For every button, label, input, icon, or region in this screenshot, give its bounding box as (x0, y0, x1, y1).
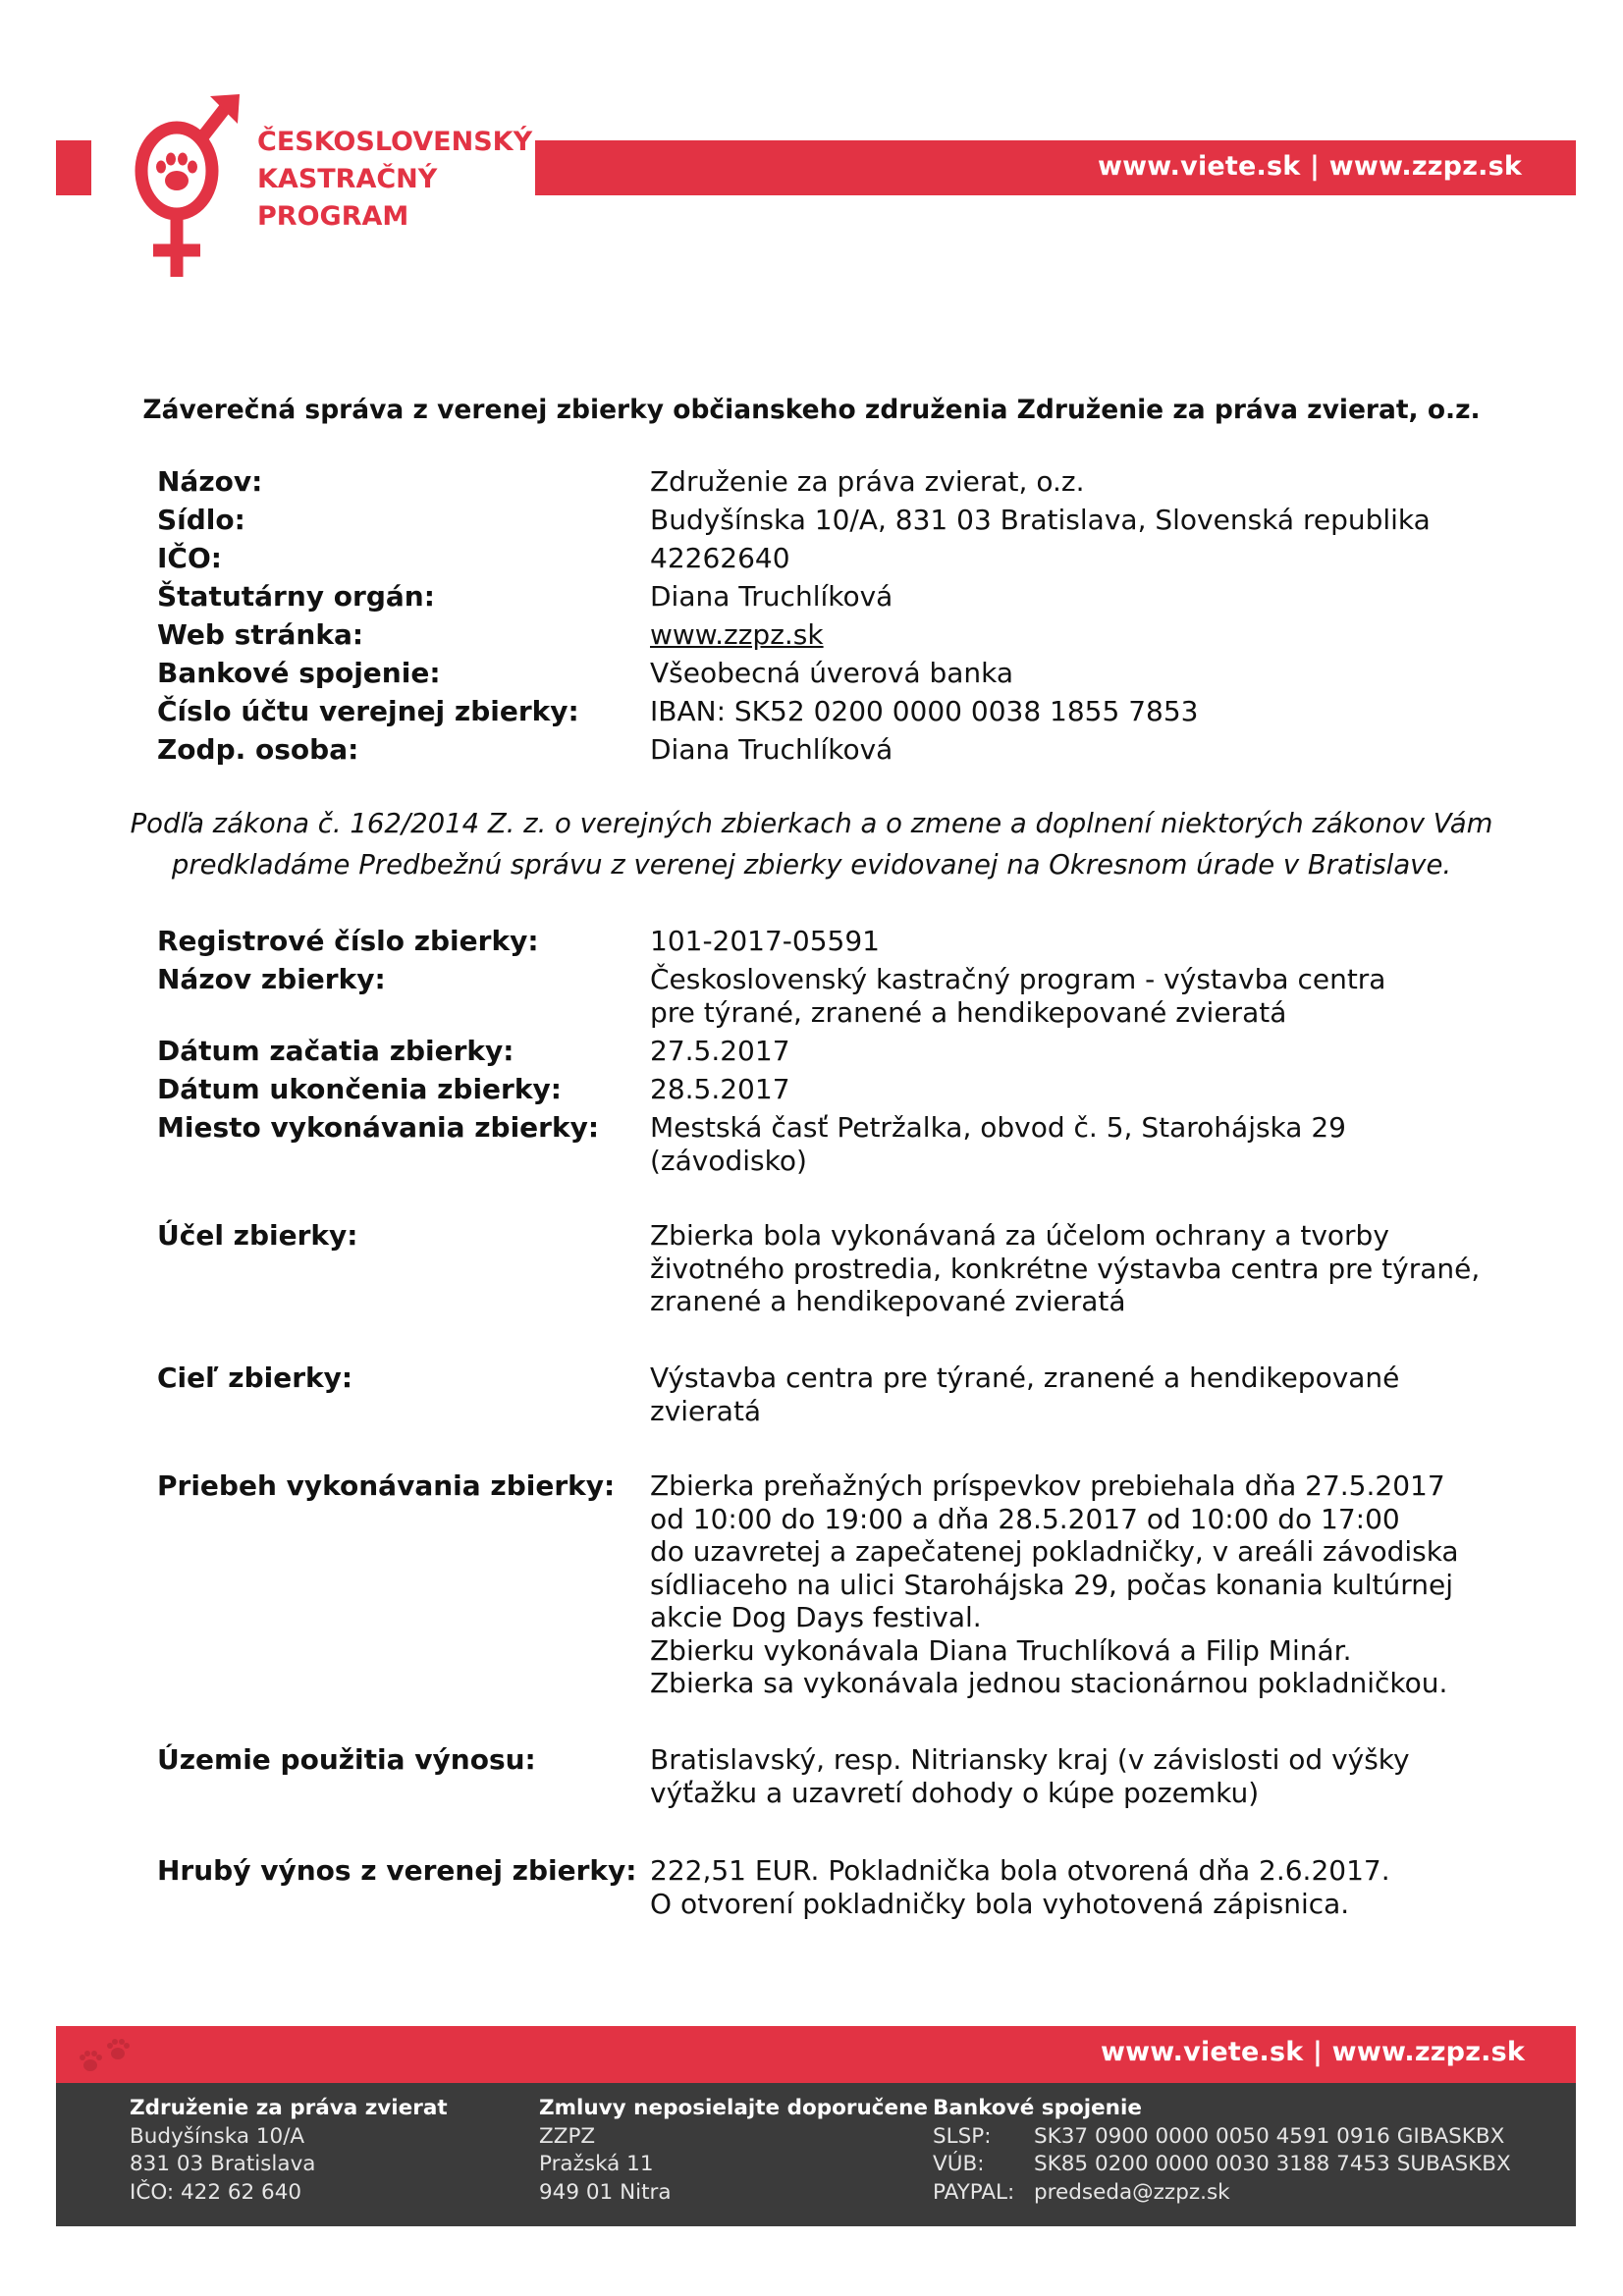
info-label: Sídlo: (157, 504, 245, 536)
detail-line: 27.5.2017 (650, 1035, 790, 1067)
bank-row (933, 2179, 1511, 2208)
detail-line: Bratislavský, resp. Nitriansky kraj (v závislosti od výšky (650, 1743, 1410, 1776)
detail-value (650, 1073, 1494, 1106)
detail-line: 222,51 EUR. Pokladnička bola otvorená dňa 2.6.2017. (650, 1854, 1390, 1887)
footer-band (56, 2026, 1576, 2083)
paypal-email[interactable]: predseda@zzpz.sk (1034, 2179, 1230, 2205)
detail-line: akcie Dog Days festival. (650, 1601, 982, 1633)
detail-label: Miesto vykonávania zbierky: (157, 1111, 600, 1144)
info-value: Všeobecná úverová banka (650, 657, 1014, 689)
info-value: Združenie za práva zvierat, o.z. (650, 465, 1085, 498)
detail-line: do uzavretej a zapečatenej pokladničky, v areáli závodiska (650, 1535, 1459, 1568)
footer-line: Pražská 11 (539, 2152, 654, 2176)
detail-label: Územie použitia výnosu: (157, 1743, 536, 1776)
info-label: IČO: (157, 542, 222, 574)
footer-bank-column (933, 2095, 1511, 2207)
detail-line: 28.5.2017 (650, 1073, 790, 1105)
info-value: Diana Truchlíková (650, 580, 893, 613)
bank-row (933, 2151, 1511, 2179)
detail-line: Zbierka bola vykonávaná za účelom ochrany a tvorby (650, 1219, 1389, 1252)
detail-value (650, 1743, 1494, 1809)
detail-label: Hrubý výnos z verenej zbierky: (157, 1854, 637, 1887)
detail-line: Československý kastračný program - výstavba centra (650, 963, 1386, 995)
info-value: 42262640 (650, 542, 790, 574)
detail-label: Priebeh vykonávania zbierky: (157, 1469, 616, 1502)
detail-line: životného prostredia, konkrétne výstavba centra pre týrané, (650, 1252, 1481, 1285)
info-value: IBAN: SK52 0200 0000 0038 1855 7853 (650, 695, 1199, 727)
info-label: Bankové spojenie: (157, 657, 441, 689)
footer-line: 831 03 Bratislava (130, 2152, 316, 2176)
footer-info (56, 2083, 1576, 2226)
detail-label: Cieľ zbierky: (157, 1362, 353, 1394)
detail-line: sídliaceho na ulici Starohájska 29, počas konania kultúrnej (650, 1568, 1454, 1601)
header-left-bar (56, 140, 91, 195)
footer-line: IČO: 422 62 640 (130, 2179, 302, 2205)
bank-value: SK37 0900 0000 0050 4591 0916 GIBASKBX (1034, 2123, 1505, 2149)
footer-mail-column (539, 2095, 928, 2207)
logo-line: KASTRAČNÝ (257, 164, 438, 194)
footer-heading: Združenie za práva zvierat (130, 2096, 448, 2120)
detail-value (650, 925, 1494, 958)
bank-key: SLSP: (933, 2123, 992, 2149)
detail-value (650, 1362, 1494, 1427)
info-label: Číslo účtu verejnej zbierky: (157, 695, 579, 727)
detail-line: O otvorení pokladničky bola vyhotovená zápisnica. (650, 1887, 1350, 1920)
intro-paragraph (118, 803, 1505, 885)
detail-line: od 10:00 do 19:00 a dňa 28.5.2017 od 10:00 do 17:00 (650, 1502, 1400, 1535)
logo-text (257, 124, 532, 236)
info-value: Budyšínska 10/A, 831 03 Bratislava, Slovenská republika (650, 504, 1431, 536)
header-websites[interactable]: www.viete.sk | www.zzpz.sk (1097, 151, 1522, 182)
detail-line: zvieratá (650, 1394, 762, 1427)
info-label: Názov: (157, 465, 263, 498)
bank-value: SK85 0200 0000 0030 3188 7453 SUBASKBX (1034, 2152, 1511, 2176)
detail-label: Registrové číslo zbierky: (157, 925, 539, 957)
info-label: Štatutárny orgán: (157, 580, 435, 613)
footer-websites[interactable]: www.viete.sk | www.zzpz.sk (1100, 2037, 1525, 2067)
detail-value (650, 1854, 1494, 1920)
male-female-paw-icon (116, 90, 243, 282)
detail-value (650, 1219, 1494, 1318)
detail-label: Dátum začatia zbierky: (157, 1035, 514, 1067)
footer-heading: Bankové spojenie (933, 2096, 1142, 2120)
detail-label: Dátum ukončenia zbierky: (157, 1073, 562, 1105)
bank-key: VÚB: (933, 2152, 985, 2176)
footer-line: ZZPZ (539, 2123, 596, 2149)
intro-line: Podľa zákona č. 162/2014 Z. z. o verejných zbierkach a o zmene a doplnení niektorých zákonov Vám (130, 808, 1493, 839)
detail-label: Názov zbierky: (157, 963, 386, 995)
detail-line: pre týrané, zranené a hendikepované zvieratá (650, 995, 1287, 1029)
detail-line: Zbierka sa vykonávala jednou stacionárnou pokladničkou. (650, 1667, 1448, 1699)
detail-line: Zbierka preňažných príspevkov prebiehala dňa 27.5.2017 (650, 1469, 1445, 1502)
logo-line: ČESKOSLOVENSKÝ (257, 127, 533, 157)
info-value: Diana Truchlíková (650, 733, 893, 766)
detail-line: (závodisko) (650, 1144, 807, 1177)
footer-line: 949 01 Nitra (539, 2179, 672, 2205)
footer-address-column (130, 2095, 448, 2207)
paw-prints-icon (77, 2038, 135, 2081)
detail-value (650, 1111, 1494, 1177)
detail-value (650, 963, 1494, 1029)
detail-line: 101-2017-05591 (650, 925, 880, 957)
footer-line: Budyšínska 10/A (130, 2123, 305, 2149)
detail-line: Mestská časť Petržalka, obvod č. 5, Starohájska 29 (650, 1111, 1346, 1144)
footer-heading: Zmluvy neposielajte doporučene (539, 2096, 929, 2120)
detail-line: zranené a hendikepované zvieratá (650, 1285, 1126, 1317)
detail-line: Výstavba centra pre týrané, zranené a hendikepované (650, 1362, 1400, 1394)
info-label: Zodp. osoba: (157, 733, 359, 766)
bank-key: PAYPAL: (933, 2179, 1015, 2205)
logo-line: PROGRAM (257, 201, 409, 232)
intro-line: predkladáme Predbežnú správu z verenej zbierky evidovanej na Okresnom úrade v Bratislave. (171, 849, 1452, 881)
header-band (535, 140, 1576, 195)
detail-value (650, 1035, 1494, 1068)
website-link[interactable]: www.zzpz.sk (650, 618, 824, 651)
info-label: Web stránka: (157, 618, 364, 651)
document-title: Záverečná správa z verenej zbierky občianskeho združenia Združenie za práva zvierat, o.z. (142, 395, 1481, 425)
detail-line: výťažku a uzavretí dohody o kúpe pozemku) (650, 1776, 1260, 1809)
detail-value (650, 1469, 1494, 1700)
bank-row (933, 2123, 1511, 2152)
detail-line: Zbierku vykonávala Diana Truchlíková a Filip Minár. (650, 1633, 1352, 1667)
detail-label: Účel zbierky: (157, 1219, 358, 1252)
